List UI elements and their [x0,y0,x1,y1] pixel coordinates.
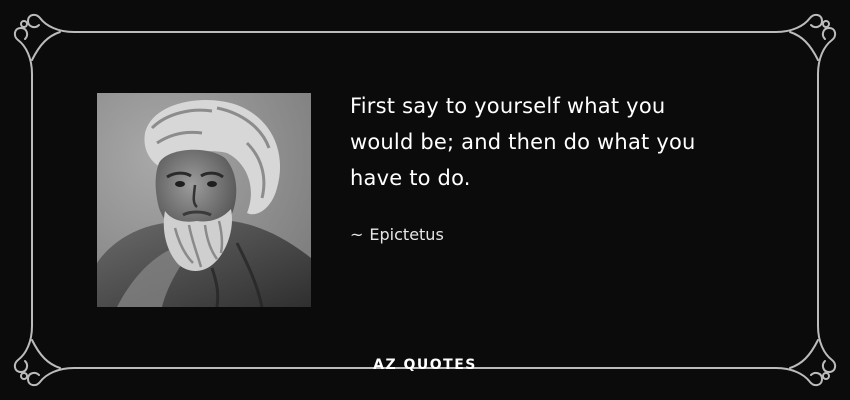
quote-line-1: First say to yourself what you [350,94,666,118]
portrait-engraving-icon [97,93,311,307]
author-portrait [97,93,311,307]
quote-author[interactable] [350,224,444,246]
quote-text [350,88,790,196]
corner-flourish-top-right [776,15,835,74]
author-name[interactable]: Epictetus [369,225,444,244]
author-prefix: ~ [350,225,364,244]
corner-flourish-top-left [15,15,74,74]
corner-flourish-bottom-left [15,326,74,385]
corner-flourish-bottom-right [776,326,835,385]
azquotes-logo: AZ QUOTES [373,357,477,373]
quote-line-3: have to do. [350,166,471,190]
quote-line-2: would be; and then do what you [350,130,696,154]
